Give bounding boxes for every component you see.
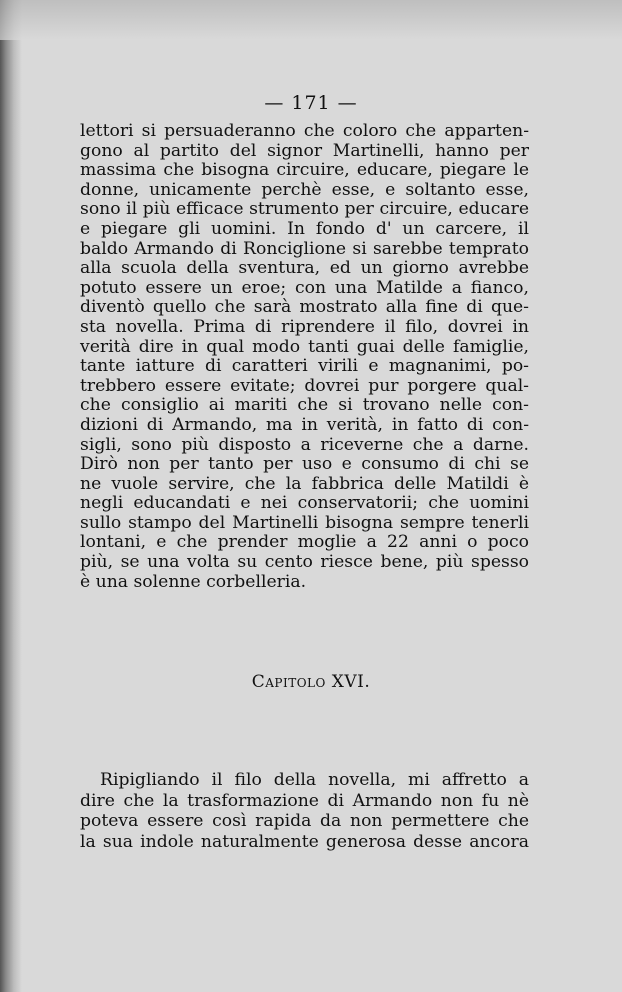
chapter-word: Capitolo <box>251 672 326 692</box>
chapter-numeral: XVI. <box>331 672 371 692</box>
binding-shadow <box>0 0 22 992</box>
text-line: lontani, e che prender moglie a 22 anni o poco <box>80 532 529 553</box>
text-line: dizioni di Armando, ma in verità, in fatto di con- <box>80 414 529 435</box>
text-line: donne, unicamente perchè esse, e soltanto esse, <box>80 179 529 200</box>
text-line: è una solenne corbelleria. <box>80 571 307 592</box>
text-line: poteva essere così rapida da non permettere che <box>80 811 529 831</box>
text-line: potuto essere un eroe; con una Matilde a fianco, <box>80 277 529 298</box>
text-line: sullo stampo del Martinelli bisogna sempre tenerli <box>80 512 529 533</box>
text-line: gono al partito del signor Martinelli, hanno per <box>80 140 529 161</box>
text-line: sta novella. Prima di riprendere il filo, dovrei in <box>80 316 529 337</box>
page-number: — 171 — <box>264 92 358 114</box>
text-line: lettori si persuaderanno che coloro che apparten- <box>80 121 529 141</box>
text-line: sigli, sono più disposto a riceverne che a darne. <box>80 434 529 455</box>
chapter-heading <box>0 672 622 692</box>
text-line: sono il più efficace strumento per circuire, educare <box>80 199 529 220</box>
paragraph-new <box>80 770 529 852</box>
text-line: tante iatture di caratteri virili e magnanimi, po- <box>80 356 529 377</box>
text-line: massima che bisogna circuire, educare, piegare le <box>80 160 529 181</box>
top-shadow <box>0 0 622 40</box>
text-line: baldo Armando di Ronciglione si sarebbe temprato <box>80 238 529 259</box>
text-line: che consiglio ai mariti che si trovano nelle con- <box>80 395 529 416</box>
text-line: Ripigliando il filo della novella, mi affretto a <box>100 770 529 790</box>
text-line: trebbero essere evitate; dovrei pur porgere qual- <box>80 375 529 396</box>
text-line: e piegare gli uomini. In fondo d' un carcere, il <box>80 218 529 239</box>
text-line: dire che la trasformazione di Armando non fu nè <box>80 790 529 811</box>
text-line: Dirò non per tanto per uso e consumo di chi se <box>80 454 529 475</box>
text-line: più, se una volta su cento riesce bene, più spesso <box>80 552 529 573</box>
paragraph-continued <box>80 122 529 592</box>
text-line: verità dire in qual modo tanti guai delle famiglie, <box>80 336 529 357</box>
text-line: ne vuole servire, che la fabbrica delle Matildi è <box>80 473 529 494</box>
text-line: diventò quello che sarà mostrato alla fine di que- <box>80 297 529 318</box>
text-line: la sua indole naturalmente generosa desse ancora <box>80 831 529 852</box>
text-line: negli educandati e nei conservatorii; che uomini <box>80 493 529 514</box>
text-line: alla scuola della sventura, ed un giorno avrebbe <box>80 258 529 279</box>
